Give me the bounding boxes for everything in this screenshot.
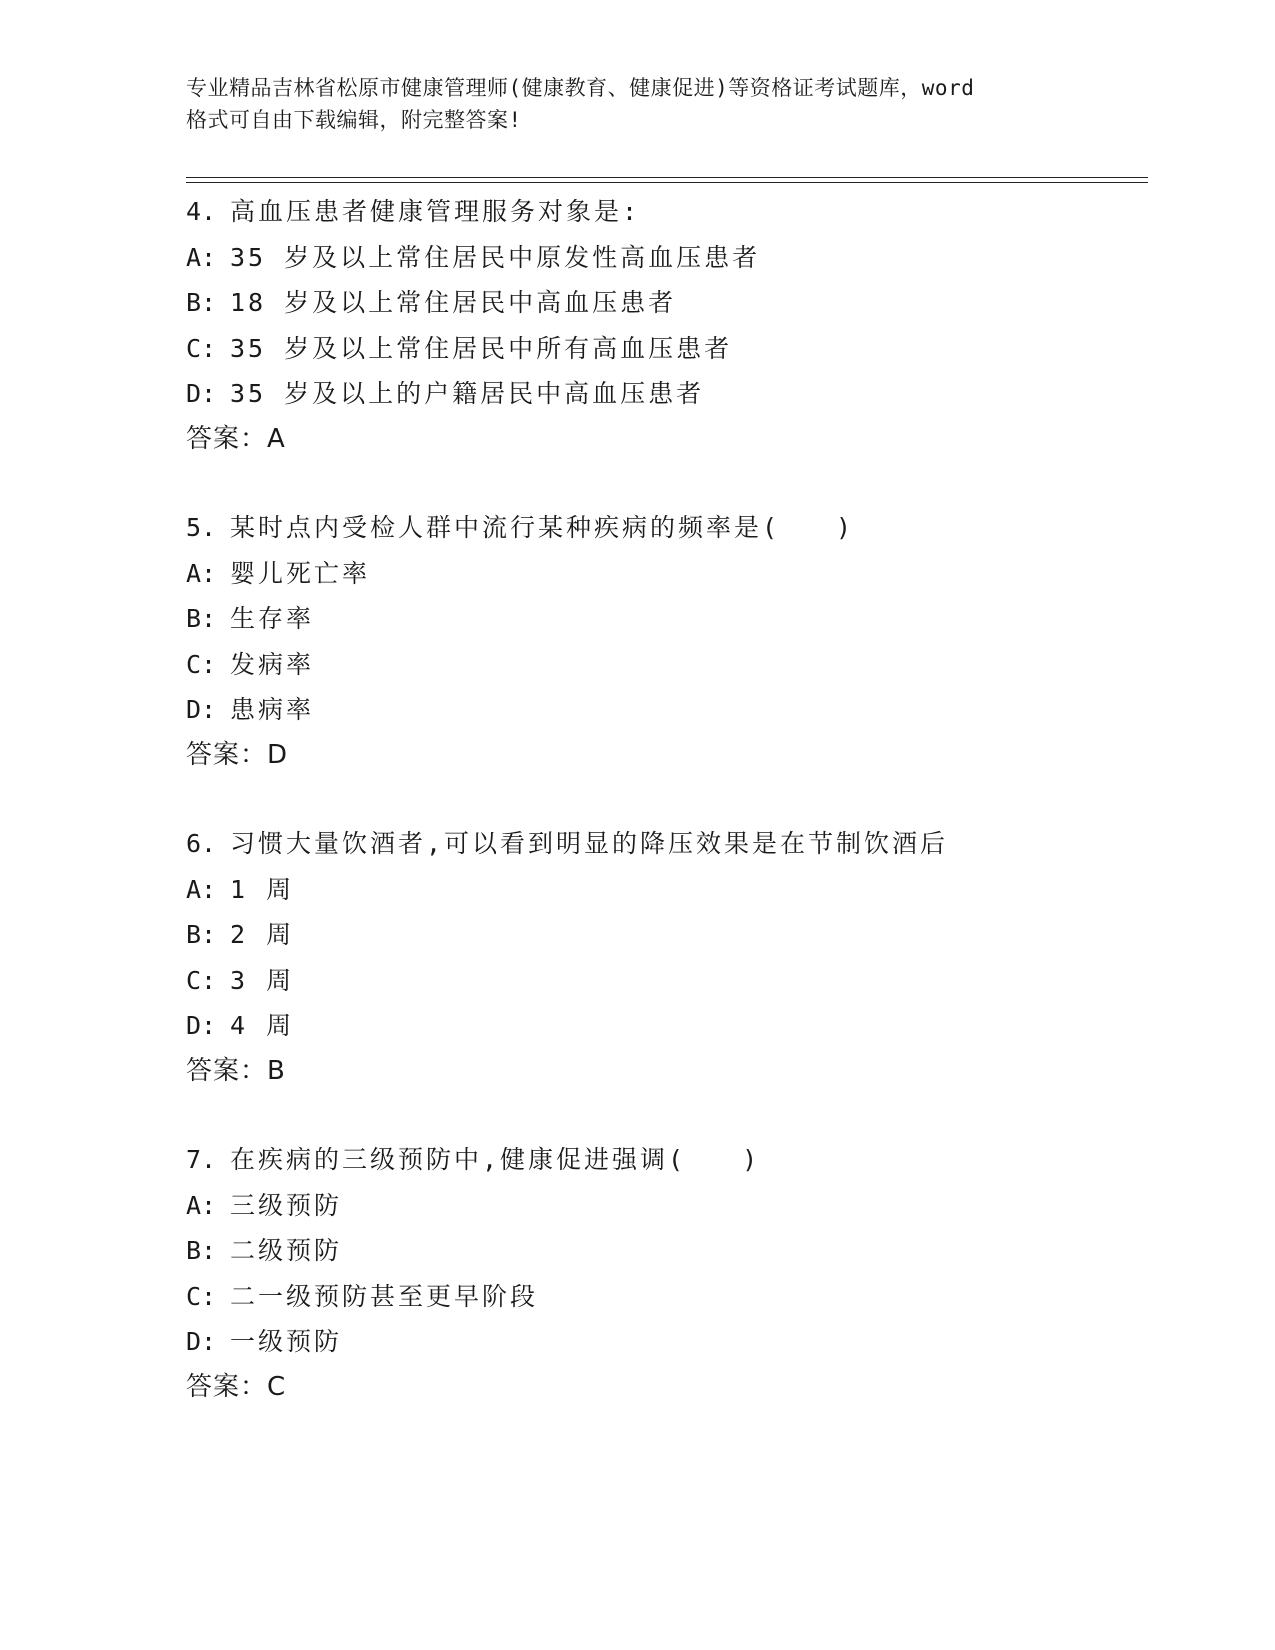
option-text: 2 周: [230, 920, 295, 949]
option-b: [186, 596, 1146, 642]
option-a: [186, 235, 1146, 281]
question-stem: [186, 505, 1146, 551]
option-label: C:: [186, 649, 217, 679]
answer: 答案：D: [186, 739, 289, 770]
option-d: [186, 1319, 1146, 1365]
question-text: 习惯大量饮酒者,可以看到明显的降压效果是在节制饮酒后: [230, 829, 949, 858]
option-label: C:: [186, 333, 217, 363]
option-text: 35 岁及以上的户籍居民中高血压患者: [230, 379, 705, 408]
option-c: [186, 958, 1146, 1004]
option-a: [186, 867, 1146, 913]
question-number: 4.: [186, 197, 217, 226]
question-stem: [186, 821, 1146, 867]
answer: 答案：B: [186, 1055, 286, 1086]
header-line-1: 专业精品吉林省松原市健康管理师(健康教育、健康促进)等资格证考试题库，word: [186, 76, 975, 100]
option-label: D:: [186, 379, 217, 408]
option-d: [186, 1003, 1146, 1049]
question-text: 在疾病的三级预防中,健康促进强调( ): [230, 1145, 761, 1174]
option-text: 患病率: [230, 695, 315, 724]
option-text: 18 岁及以上常住居民中高血压患者: [230, 288, 677, 317]
header-divider-bottom: [186, 182, 1148, 183]
option-text: 一级预防: [230, 1327, 343, 1356]
option-label: B:: [186, 604, 217, 633]
question-number: 5.: [186, 513, 217, 542]
option-c: [186, 642, 1146, 688]
option-c: [186, 1274, 1146, 1320]
header-divider-top: [186, 177, 1148, 178]
option-label: A:: [186, 242, 217, 272]
question-stem: [186, 1137, 1146, 1183]
option-text: 3 周: [230, 965, 295, 995]
document-header: [186, 72, 1086, 136]
option-text: 生存率: [230, 604, 315, 633]
question-list: [186, 189, 1146, 1453]
option-label: B:: [186, 1236, 217, 1265]
option-text: 二级预防: [230, 1236, 343, 1265]
option-label: A:: [186, 1190, 217, 1220]
option-label: A:: [186, 874, 217, 904]
option-label: B:: [186, 920, 217, 949]
option-label: A:: [186, 558, 217, 588]
question-text: 高血压患者健康管理服务对象是:: [230, 197, 641, 226]
answer: 答案：C: [186, 1371, 287, 1402]
question-text: 某时点内受检人群中流行某种疾病的频率是( ): [230, 513, 855, 542]
question-7: [186, 1137, 1146, 1410]
option-text: 三级预防: [230, 1190, 343, 1220]
option-d: [186, 687, 1146, 733]
question-stem: [186, 189, 1146, 235]
question-number: 6.: [186, 829, 217, 858]
question-4: [186, 189, 1146, 462]
header-line-2: 格式可自由下载编辑，附完整答案!: [186, 108, 522, 132]
option-label: D:: [186, 1011, 217, 1040]
option-text: 婴儿死亡率: [230, 558, 371, 588]
option-text: 二一级预防甚至更早阶段: [230, 1281, 539, 1311]
option-d: [186, 371, 1146, 417]
option-a: [186, 551, 1146, 597]
question-6: [186, 821, 1146, 1094]
option-label: C:: [186, 965, 217, 995]
option-b: [186, 280, 1146, 326]
option-label: D:: [186, 1327, 217, 1356]
option-a: [186, 1183, 1146, 1229]
question-5: [186, 505, 1146, 778]
option-label: B:: [186, 288, 217, 317]
option-text: 1 周: [230, 874, 295, 904]
option-text: 35 岁及以上常住居民中所有高血压患者: [230, 333, 733, 363]
option-b: [186, 1228, 1146, 1274]
option-text: 发病率: [230, 649, 315, 679]
option-text: 35 岁及以上常住居民中原发性高血压患者: [230, 242, 761, 272]
option-b: [186, 912, 1146, 958]
option-label: C:: [186, 1281, 217, 1311]
answer: 答案：A: [186, 423, 286, 454]
option-text: 4 周: [230, 1011, 295, 1040]
option-label: D:: [186, 695, 217, 724]
question-number: 7.: [186, 1145, 217, 1174]
option-c: [186, 326, 1146, 372]
